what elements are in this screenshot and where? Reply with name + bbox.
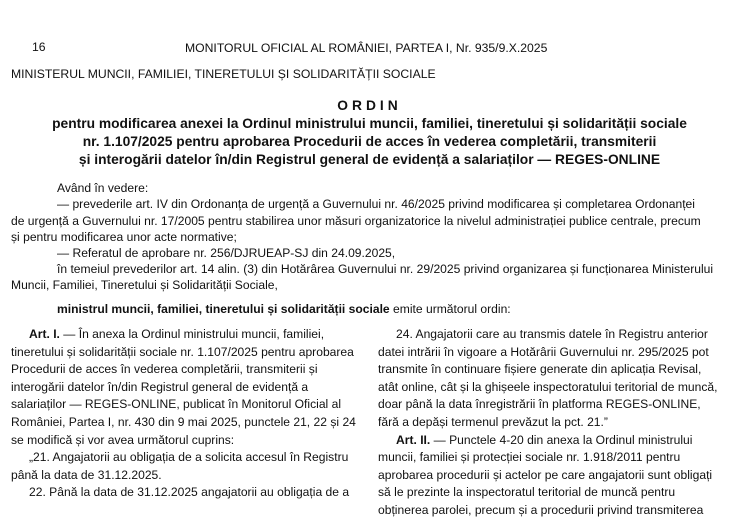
article-1-label: Art. I. [29, 327, 60, 341]
preamble-line: în temeiul prevederilor art. 14 alin. (3) din Hotărârea Guvernului nr. 29/2025 privind organizarea și funcționarea Ministerului [57, 262, 714, 276]
preamble-intro: Având în vedere: [57, 181, 149, 195]
article-text: doar până la data înregistrării în platforma REGES-ONLINE, [378, 397, 701, 412]
article-2-first-line [378, 432, 730, 450]
article-1-first-line [11, 326, 361, 344]
preamble-line: — Referatul de aprobare nr. 256/DJRUEAP-SJ din 24.09.2025, [57, 246, 396, 260]
article-text: până la data de 31.12.2025. [11, 467, 162, 482]
minister-action: emite următorul ordin: [389, 302, 511, 316]
article-text: muncii, familiei și protecției sociale nr. 1.918/2011 pentru [378, 450, 681, 465]
article-text: Procedurii de acces în vederea completării, transmiterii și [11, 362, 318, 377]
article-text: interogării datelor în/din Registrul general de evidență a [11, 379, 309, 394]
document-type: ORDIN [337, 98, 402, 113]
article-text: salariaților — REGES-ONLINE, publicat în Monitorul Oficial al [11, 397, 342, 412]
article-text: să le prezinte la inspectoratul teritorial de muncă pentru [378, 485, 676, 500]
article-2-label: Art. II. [396, 432, 431, 447]
article-text: „21. Angajatorii au obligația de a solicita accesul în Registru [29, 450, 349, 465]
article-1 [11, 326, 361, 502]
article-text: — Punctele 4-20 din anexa la Ordinul ministrului [430, 432, 693, 447]
minister-title: ministrul muncii, familiei, tineretului și solidarității sociale [57, 302, 390, 316]
article-text: României, Partea I, nr. 430 din 9 mai 2025, punctele 21, 22 și 24 [11, 414, 356, 429]
preamble-line: și pentru modificarea unor acte normative; [11, 230, 237, 244]
article-text: se modifică și vor avea următorul cuprins: [11, 432, 235, 447]
article-text: atât online, cât și la ghișeele inspectoratului teritorial de muncă, [378, 379, 718, 394]
issuing-minister [57, 301, 511, 319]
article-text: — În anexa la Ordinul ministrului muncii, familiei, [59, 327, 325, 341]
article-text: datei intrării în vigoare a Hotărârii Guvernului nr. 295/2025 pot [378, 344, 709, 359]
article-text: 22. Până la data de 31.12.2025 angajatorii au obligația de a [29, 485, 350, 500]
preamble-line: de urgență a Guvernului nr. 17/2005 pentru stabilirea unor măsuri organizatorice la nivelul administrației publice centrale, precum [11, 214, 701, 228]
article-text: transmite în continuare fișiere generate din aplicația Revisal, [378, 362, 702, 377]
article-continuation [378, 326, 730, 520]
title-line-3: și interogării datelor în/din Registrul general de evidență a salariaților — REGES-ONLINE [78, 152, 661, 167]
article-text: obținerea parolei, precum și a procedurii privind transmiterea [378, 502, 704, 517]
title-line-1: pentru modificarea anexei la Ordinul ministrului muncii, familiei, tineretului și solidarității sociale [52, 116, 687, 131]
article-text: fără a depăși termenul prevăzut la pct. 21.” [378, 414, 608, 429]
preamble-line: — prevederile art. IV din Ordonanța de urgență a Guvernului nr. 46/2025 privind modificarea și completarea Ordonanței [57, 197, 695, 211]
ministry-name: MINISTERUL MUNCII, FAMILIEI, TINERETULUI ȘI SOLIDARITĂȚII SOCIALE [11, 67, 436, 81]
preamble-line: Muncii, Familiei, Tineretului și Solidarității Sociale, [11, 278, 278, 292]
article-text: 24. Angajatorii care au transmis datele în Registru anterior [396, 327, 708, 341]
page-number: 16 [32, 40, 46, 54]
article-text: tineretului și solidarității sociale nr. 1.107/2025 pentru aprobarea [11, 344, 354, 359]
article-text: aprobarea procedurii și actelor pe care angajatorii sunt obligați [378, 467, 713, 482]
title-line-2: nr. 1.107/2025 pentru aprobarea Procedurii de acces în vederea completării, transmiterii [82, 134, 657, 149]
publication-header: MONITORUL OFICIAL AL ROMÂNIEI, PARTEA I, Nr. 935/9.X.2025 [185, 41, 548, 55]
